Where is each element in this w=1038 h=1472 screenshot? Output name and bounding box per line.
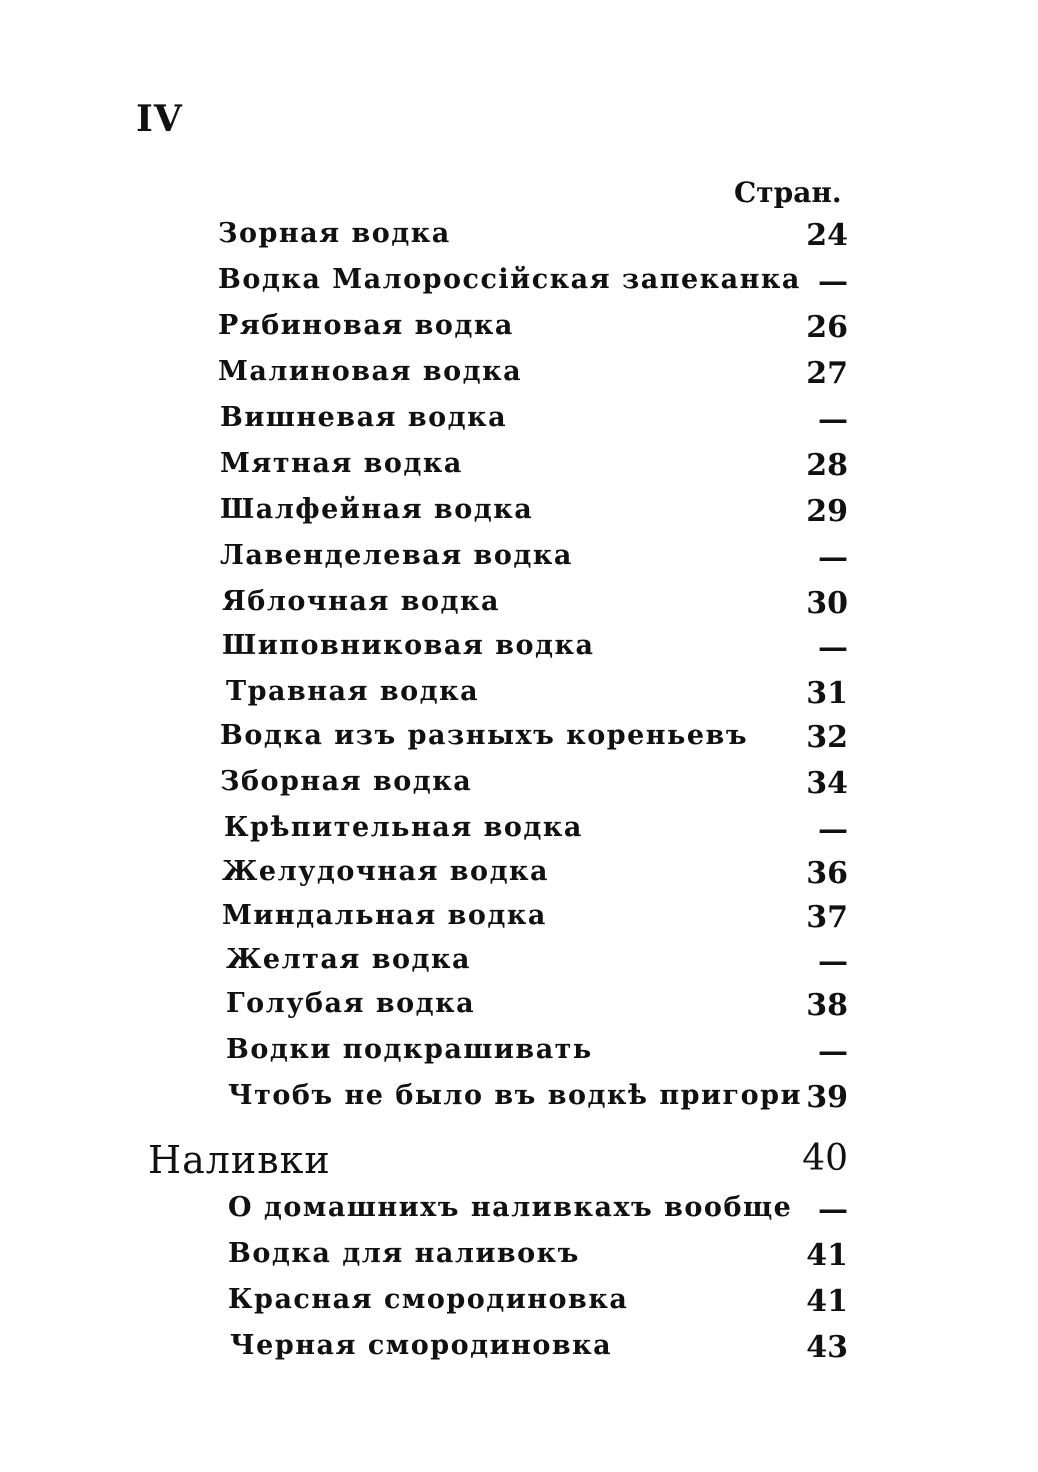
toc-entry-page: 24	[806, 218, 848, 253]
toc-entry-page: 32	[806, 720, 848, 755]
toc-entry-page: 27	[806, 356, 848, 391]
toc-entry-title: Водки подкрашивать	[226, 1034, 593, 1065]
toc-entry-page: 28	[806, 448, 848, 483]
toc-entry-page: 43	[806, 1330, 848, 1365]
toc-entry-page: —	[818, 402, 848, 437]
toc-entry-title: Яблочная водка	[222, 586, 500, 617]
toc-entry-title: Вишневая водка	[220, 402, 508, 433]
toc-entry-title: Мятная водка	[220, 448, 463, 479]
toc-row	[0, 676, 1038, 716]
toc-row	[0, 218, 1038, 258]
toc-entry-page: —	[818, 944, 848, 979]
toc-entry-page: 31	[806, 676, 848, 711]
toc-row	[0, 856, 1038, 896]
toc-entry-title: Травная водка	[226, 676, 480, 707]
toc-row	[0, 1080, 1038, 1120]
toc-entry-page: 41	[806, 1238, 848, 1273]
toc-entry-title: Черная смородиновка	[230, 1330, 613, 1361]
toc-row	[0, 310, 1038, 350]
toc-entry-page: 34	[806, 766, 848, 801]
toc-row	[0, 1192, 1038, 1232]
toc-row	[0, 988, 1038, 1028]
toc-entry-page: 29	[806, 494, 848, 529]
toc-entry-page: —	[818, 1034, 848, 1069]
toc-entry-page: 39	[806, 1080, 848, 1115]
toc-entry-title: Шиповниковая водка	[222, 630, 595, 661]
toc-row	[0, 812, 1038, 852]
toc-entry-title: Водка для наливокъ	[228, 1238, 580, 1269]
toc-entry-page: —	[818, 1192, 848, 1227]
toc-row	[0, 900, 1038, 940]
toc-section-page: 40	[802, 1138, 848, 1179]
page-folio: IV	[136, 98, 183, 140]
toc-entry-title: Красная смородиновка	[228, 1284, 629, 1315]
toc-entry-title: Зорная водка	[218, 218, 451, 249]
toc-row	[0, 1238, 1038, 1278]
toc-row	[0, 1330, 1038, 1370]
toc-section-title: Наливки	[148, 1138, 331, 1182]
toc-row	[0, 720, 1038, 760]
toc-entry-title: Шалфейная водка	[220, 494, 534, 525]
toc-entry-title: Водка изъ разныхъ кореньевъ	[220, 720, 749, 751]
toc-entry-page: 30	[806, 586, 848, 621]
toc-entry-page: 37	[806, 900, 848, 935]
toc-entry-title: Малиновая водка	[218, 356, 523, 387]
toc-entry-page: —	[818, 630, 848, 665]
toc-entry-title: О домашнихъ наливкахъ вообще	[228, 1192, 793, 1223]
toc-entry-title: Водка Малороссійская запеканка	[218, 264, 801, 295]
toc-entry-title: Желудочная водка	[222, 856, 550, 887]
toc-entry-page: 36	[806, 856, 848, 891]
toc-row	[0, 1034, 1038, 1074]
toc-entry-title: Миндальная водка	[222, 900, 547, 931]
toc-row	[0, 586, 1038, 626]
toc-row	[0, 1284, 1038, 1324]
toc-row	[0, 494, 1038, 534]
toc-row	[0, 630, 1038, 670]
toc-entry-page: 41	[806, 1284, 848, 1319]
toc-row	[0, 540, 1038, 580]
toc-row	[0, 402, 1038, 442]
toc-entry-title: Зборная водка	[220, 766, 473, 797]
toc-entry-title: Чтобъ не было въ водкѣ пригори	[228, 1080, 803, 1111]
toc-entry-page: —	[818, 264, 848, 299]
toc-row	[0, 944, 1038, 984]
toc-entry-title: Крѣпительная водка	[224, 812, 583, 843]
toc-row	[0, 448, 1038, 488]
toc-row	[0, 766, 1038, 806]
toc-entry-title: Рябиновая водка	[218, 310, 514, 341]
toc-row	[0, 264, 1038, 304]
toc-entry-page: 26	[806, 310, 848, 345]
toc-row	[0, 356, 1038, 396]
toc-entry-title: Лавенделевая водка	[220, 540, 573, 571]
toc-entry-page: 38	[806, 988, 848, 1023]
toc-entry-page: —	[818, 540, 848, 575]
toc-entry-page: —	[818, 812, 848, 847]
toc-entry-title: Желтая водка	[226, 944, 471, 975]
page-column-header: Стран.	[734, 176, 842, 209]
toc-section-row	[0, 1138, 1038, 1182]
toc-entry-title: Голубая водка	[226, 988, 476, 1019]
